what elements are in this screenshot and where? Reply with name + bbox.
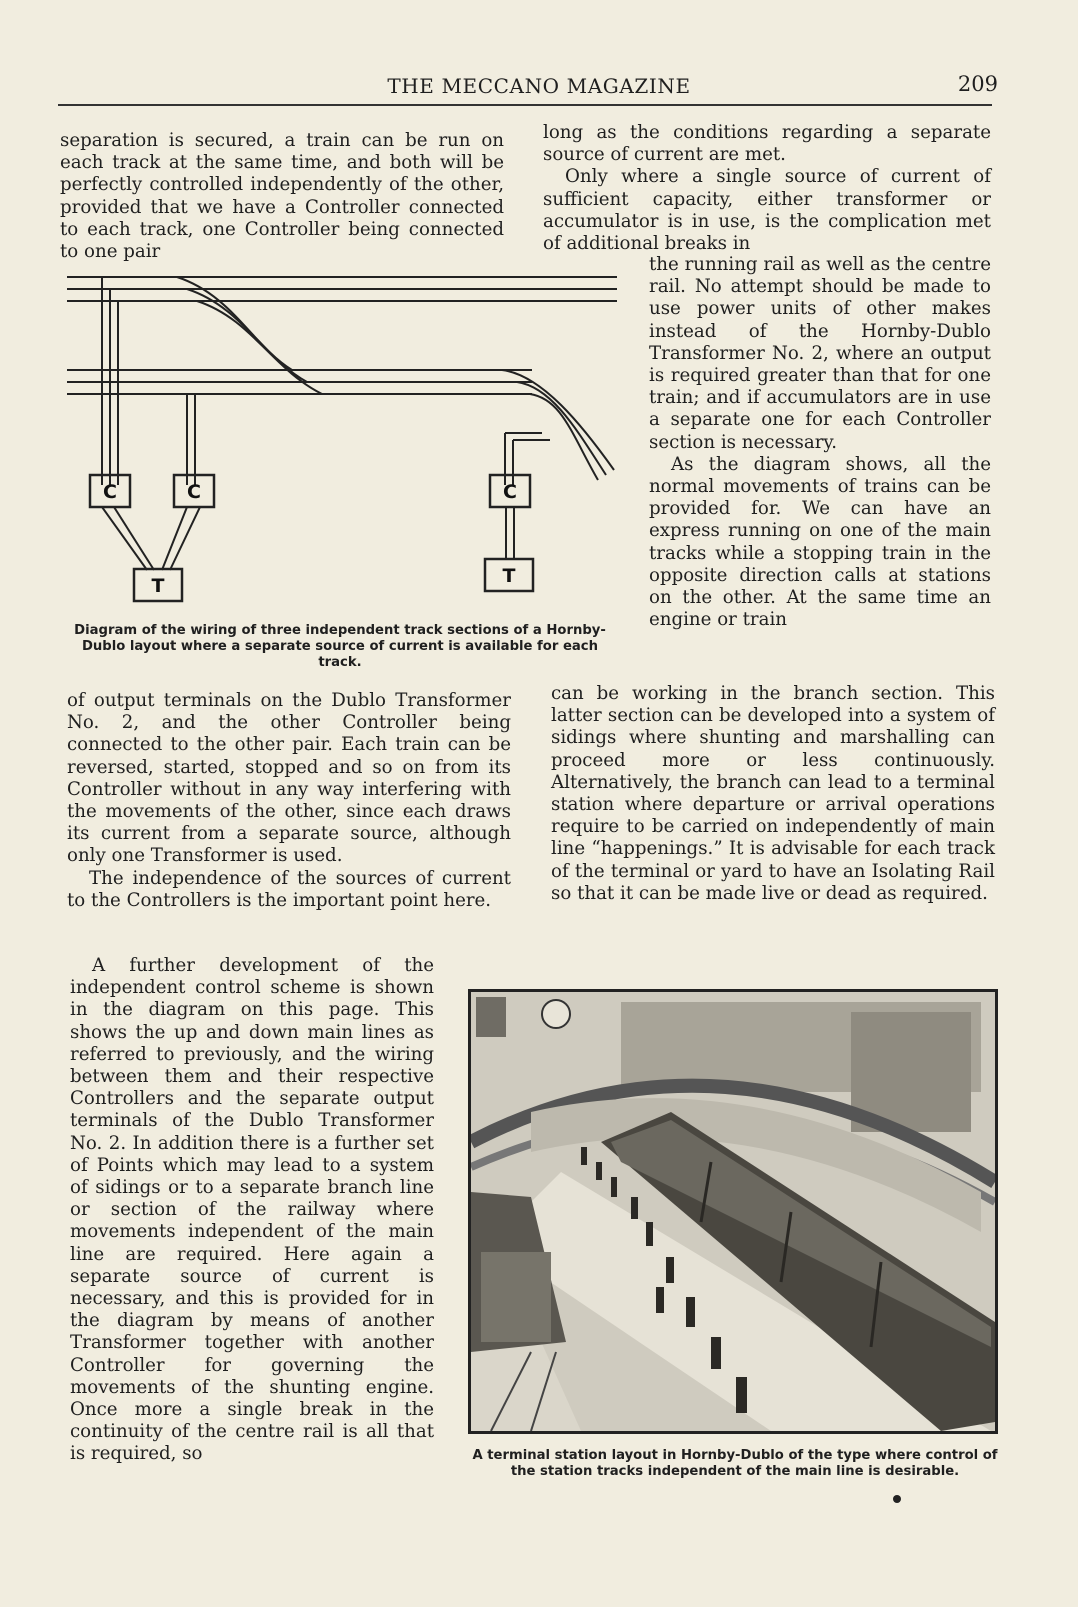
station-photo <box>468 989 998 1434</box>
photo-caption: A terminal station layout in Hornby-Dublo of the type where control of the station tracks independent of the main line is desirable. <box>472 1448 998 1479</box>
right-column-top <box>543 122 991 255</box>
left-column-bottom <box>70 955 434 1466</box>
paragraph: of output terminals on the Dublo Transformer No. 2, and the other Controller being connected to the other pair. Each train can be reversed, started, stopped and so on from its Controller without in any way interfering with the movements of the other, since each draws its current from a separate source, although only one Transformer is used. <box>67 690 511 867</box>
left-column-top <box>60 130 504 263</box>
controller-label-1: C <box>103 481 117 503</box>
paragraph: Only where a single source of current of sufficient capacity, either transformer or accumulator is in use, is the complication met of additional breaks in <box>543 166 991 255</box>
right-column-middle <box>551 683 995 905</box>
paragraph: can be working in the branch section. This latter section can be developed into a system of sidings where shunting and marshalling can proceed more or less continuously. Alternatively, the branch can lead to a terminal station where departure or arrival operations require to be carried on independently of main line “happenings.” It is advisable for each track of the terminal or yard to have an Isolating Rail so that it can be made live or dead as required. <box>551 683 995 904</box>
controller-label-3: C <box>503 481 517 503</box>
right-column-narrow <box>649 254 991 631</box>
page-header-title: THE MECCANO MAGAZINE <box>387 74 691 98</box>
paragraph: separation is secured, a train can be run on each track at the same time, and both will be perfectly controlled independently of the other, provided that we have a Controller connected to each track, one Controller being connected to one pair <box>60 130 504 263</box>
end-bullet <box>893 1495 901 1503</box>
page-number: 209 <box>957 72 998 96</box>
diagram-caption: Diagram of the wiring of three independent track sections of a Hornby-Dublo layout where a separate source of current is available for each track. <box>74 623 606 670</box>
header-rule <box>58 104 992 106</box>
paragraph: A further development of the independent control scheme is shown in the diagram on this page. This shows the up and down main lines as referred to previously, and the wiring between them and their respective Controllers and the separate output terminals of the Dublo Transformer No. 2. In addition there is a further set of Points which may lead to a system of sidings or to a separate branch line or section of the railway where movements independent of the main line are required. Here again a separate source of current is necessary, and this is provided for in the diagram by means of another Transformer together with another Controller for governing the movements of the shunting engine. Once more a single break in the continuity of the centre rail is all that is required, so <box>70 955 434 1465</box>
transformer-label-1: T <box>151 575 165 597</box>
paragraph: The independence of the sources of current to the Controllers is the important point here. <box>67 867 511 911</box>
transformer-label-2: T <box>502 565 516 587</box>
wiring-diagram <box>62 275 624 627</box>
station-illustration <box>471 992 995 1431</box>
paragraph: As the diagram shows, all the normal movements of trains can be provided for. We can have an express running on one of the main tracks while a stopping train in the opposite direction calls at stations on the other. At the same time an engine or train <box>649 453 991 631</box>
paragraph: the running rail as well as the centre rail. No attempt should be made to use power units of other makes instead of the Hornby-Dublo Transformer No. 2, where an output is required greater than that for one train; and if accumulators are in use a separate one for each Controller section is necessary. <box>649 254 991 453</box>
left-column-middle <box>67 690 511 912</box>
controller-label-2: C <box>187 481 201 503</box>
paragraph: long as the conditions regarding a separate source of current are met. <box>543 122 991 166</box>
